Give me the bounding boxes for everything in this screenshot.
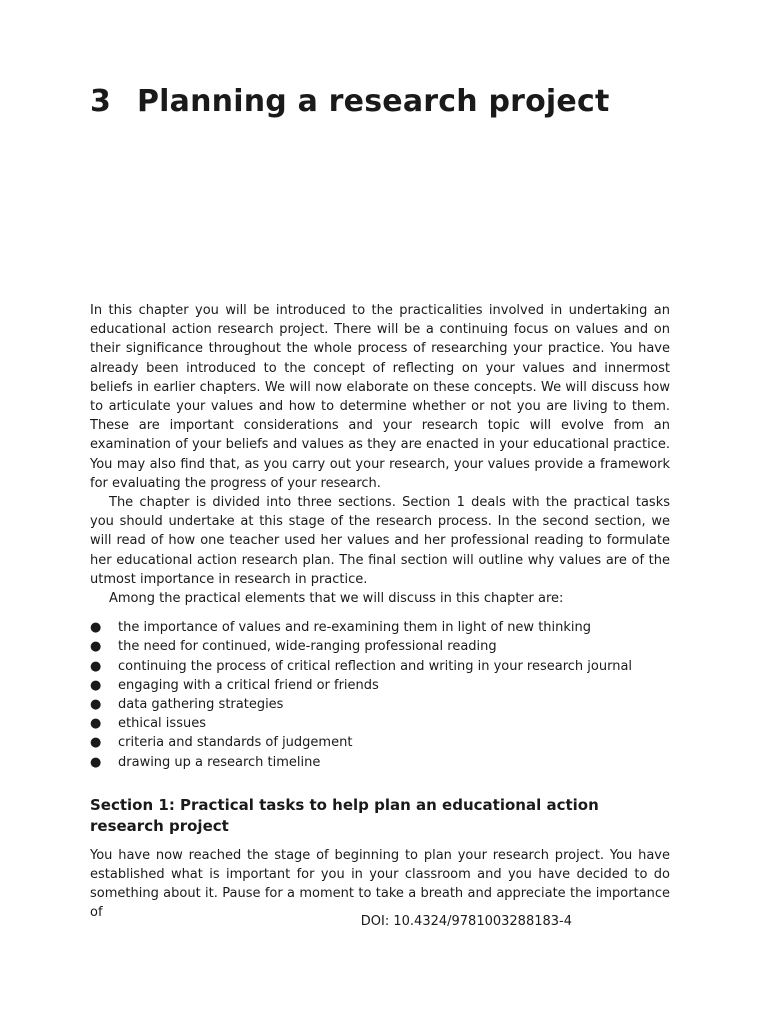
list-intro: Among the practical elements that we will discuss in this chapter are: (109, 591, 564, 607)
list-item (90, 753, 670, 772)
list-item (90, 618, 670, 637)
bullet-icon: ● (90, 754, 102, 770)
list-item (90, 637, 670, 656)
list-item (90, 695, 670, 714)
list-item (90, 714, 670, 733)
bullet-icon: ● (90, 620, 102, 636)
section-heading: Section 1: Practical tasks to help plan an educational action research project (90, 795, 599, 835)
doi-reference: DOI: 10.4324/9781003288183-4 (360, 914, 572, 929)
list-item (90, 657, 670, 676)
bullet-icon: ● (90, 735, 102, 751)
intro-paragraph: In this chapter you will be introduced to the practicalities involved in undertaking an educational action research project. There will be a continuing focus on values and on their significance throughout the whole process of researching your practice. You have already been introduced to the concept of reflecting on your values and innermost beliefs in earlier chapters. We will now elaborate on these concepts. We will discuss how to articulate your values and how to determine whether or not you are living to them. These are important considerations and your research topic will evolve from an examination of your beliefs and values as they are enacted in your educational practice. You may also find that, as you carry out your research, your values provide a framework for evaluating the progress of your research. (90, 303, 670, 491)
list-item-text: engaging with a critical friend or friends (118, 677, 379, 693)
chapter-title-text: Planning a research project (137, 84, 610, 119)
bullet-icon: ● (90, 639, 102, 655)
body-text (90, 301, 670, 923)
bullet-icon: ● (90, 716, 102, 732)
section-paragraph: You have now reached the stage of beginning to plan your research project. You have established what is important for you in your classroom and you have decided to do something about it. Pause for a moment to take a breath and appreciate the importance of (90, 847, 670, 921)
chapter-number: 3 (90, 84, 112, 119)
list-item-text: drawing up a research timeline (118, 754, 321, 770)
list-item-text: criteria and standards of judgement (118, 735, 353, 751)
practical-elements-list (90, 618, 670, 772)
list-item (90, 733, 670, 752)
bullet-icon: ● (90, 658, 102, 674)
list-item-text: continuing the process of critical reflection and writing in your research journal (118, 658, 633, 674)
bullet-icon: ● (90, 697, 102, 713)
list-item (90, 676, 670, 695)
sections-paragraph: The chapter is divided into three sections. Section 1 deals with the practical tasks you should undertake at this stage of the research process. In the second section, we will read of how one teacher used her values and her professional reading to formulate her educational action research plan. The final section will outline why values are of the utmost importance in research in practice. (90, 495, 670, 587)
chapter-title (90, 84, 609, 119)
list-item-text: the importance of values and re-examining them in light of new thinking (118, 620, 592, 636)
bullet-icon: ● (90, 677, 102, 693)
list-item-text: data gathering strategies (118, 697, 284, 713)
list-item-text: ethical issues (118, 716, 206, 732)
list-item-text: the need for continued, wide-ranging professional reading (118, 639, 497, 655)
